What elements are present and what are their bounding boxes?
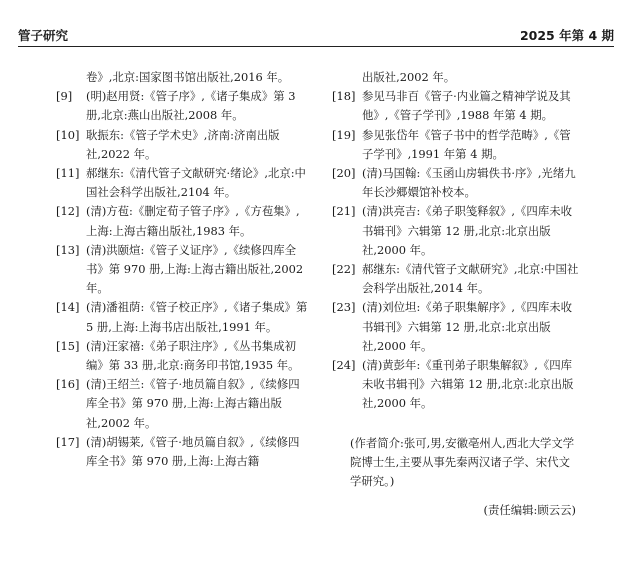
reference-text: (清)洪颐煊:《管子义证序》,《续修四库全书》第 970 册,上海:上海古籍出版社,2002 年。	[86, 242, 304, 296]
reference-item	[56, 375, 308, 433]
reference-number: [20]	[332, 166, 356, 181]
right-column	[332, 68, 580, 520]
reference-item	[332, 356, 580, 414]
reference-text: (清)马国翰:《玉函山房辑佚书·序》,光绪九年长沙郷嬛馆补校本。	[362, 166, 576, 200]
page-header	[18, 26, 614, 46]
reference-item	[332, 87, 580, 125]
reference-text: (明)赵用贤:《管子序》,《诸子集成》第 3 册,北京:燕山出版社,2008 年。	[86, 89, 296, 123]
header-rule	[18, 46, 614, 47]
reference-number: [9]	[56, 89, 73, 104]
reference-item	[56, 202, 308, 240]
left-column	[56, 68, 308, 471]
reference-number: [19]	[332, 127, 356, 142]
reference-item	[332, 164, 580, 202]
reference-text: (清)刘位坦:《弟子职集解序》,《四库未收书辑刊》六辑第 12 册,北京:北京出版社,2000 年。	[362, 300, 572, 353]
author-bio: (作者简介:张可,男,安徽亳州人,西北大学文学院博士生,主要从事先秦两汉诸子学、宋代文学研究。)	[350, 435, 575, 489]
reference-item	[56, 433, 308, 471]
reference-number: [18]	[332, 89, 356, 104]
reference-item	[332, 260, 580, 298]
reference-item	[56, 87, 308, 125]
reference-number: [23]	[332, 300, 356, 315]
reference-text: 郝继东:《清代管子文献研究》,北京:中国社会科学出版社,2014 年。	[362, 262, 579, 296]
reference-text: 郝继东:《清代管子文献研究·绪论》,北京:中国社会科学出版社,2104 年。	[86, 166, 306, 200]
reference-text: (清)王绍兰:《管子·地员篇自叙》,《续修四库全书》第 970 册,上海:上海古籍出版社,2002 年。	[86, 377, 300, 430]
reference-text: 卷》,北京:国家图书馆出版社,2016 年。	[86, 70, 290, 84]
reference-text: 耿振东:《管子学术史》,济南:济南出版社,2022 年。	[86, 127, 280, 161]
reference-number: [11]	[56, 166, 80, 181]
reference-item	[56, 298, 308, 336]
reference-item	[56, 164, 308, 202]
reference-item	[56, 126, 308, 164]
right-reference-list	[332, 68, 580, 414]
reference-number: [16]	[56, 377, 80, 392]
reference-text: (清)潘祖荫:《管子校正序》,《诸子集成》第 5 册,上海:上海书店出版社,1991 年。	[86, 300, 308, 334]
reference-text: (清)方苞:《删定荀子管子序》,《方苞集》,上海:上海古籍出版社,1983 年。	[86, 204, 300, 238]
reference-number: [17]	[56, 434, 80, 449]
reference-item	[56, 68, 308, 87]
reference-number: [24]	[332, 358, 356, 373]
reference-item	[332, 68, 580, 87]
reference-text: (清)胡锡莱,《管子·地员篇自叙》,《续修四库全书》第 970 册,上海:上海古籍	[86, 434, 300, 469]
issue-label: 2025 年第 4 期	[519, 28, 614, 43]
reference-item	[332, 298, 580, 356]
reference-number: [10]	[56, 127, 80, 142]
reference-text: 出版社,2002 年。	[362, 70, 456, 84]
reference-text: (清)汪家禧:《弟子职注序》,《丛书集成初编》第 33 册,北京:商务印书馆,1935 年。	[86, 338, 300, 373]
responsible-editor: (责任编辑:顾云云)	[483, 503, 576, 518]
reference-number: [12]	[56, 204, 80, 219]
journal-title: 管子研究	[18, 28, 69, 43]
reference-number: [15]	[56, 338, 80, 353]
reference-item	[332, 202, 580, 260]
reference-number: [14]	[56, 300, 80, 315]
reference-number: [22]	[332, 262, 356, 277]
reference-number: [13]	[56, 242, 80, 257]
reference-text: (清)黄彭年:《重刊弟子职集解叙》,《四库未收书辑刊》六辑第 12 册,北京:北京出版社,2000 年。	[362, 358, 574, 411]
reference-item	[56, 241, 308, 299]
reference-text: (清)洪亮吉:《弟子职笺释叙》,《四库未收书辑刊》六辑第 12 册,北京:北京出版社,2000 年。	[362, 204, 572, 257]
reference-number: [21]	[332, 204, 356, 219]
reference-item	[332, 126, 580, 164]
reference-text: 参见张岱年《管子书中的哲学范畴》,《管子学刊》,1991 年第 4 期。	[362, 127, 571, 161]
reference-item	[56, 337, 308, 375]
reference-text: 参见马非百《管子·内业篇之精神学说及其他》,《管子学刊》,1988 年第 4 期。	[362, 89, 571, 123]
